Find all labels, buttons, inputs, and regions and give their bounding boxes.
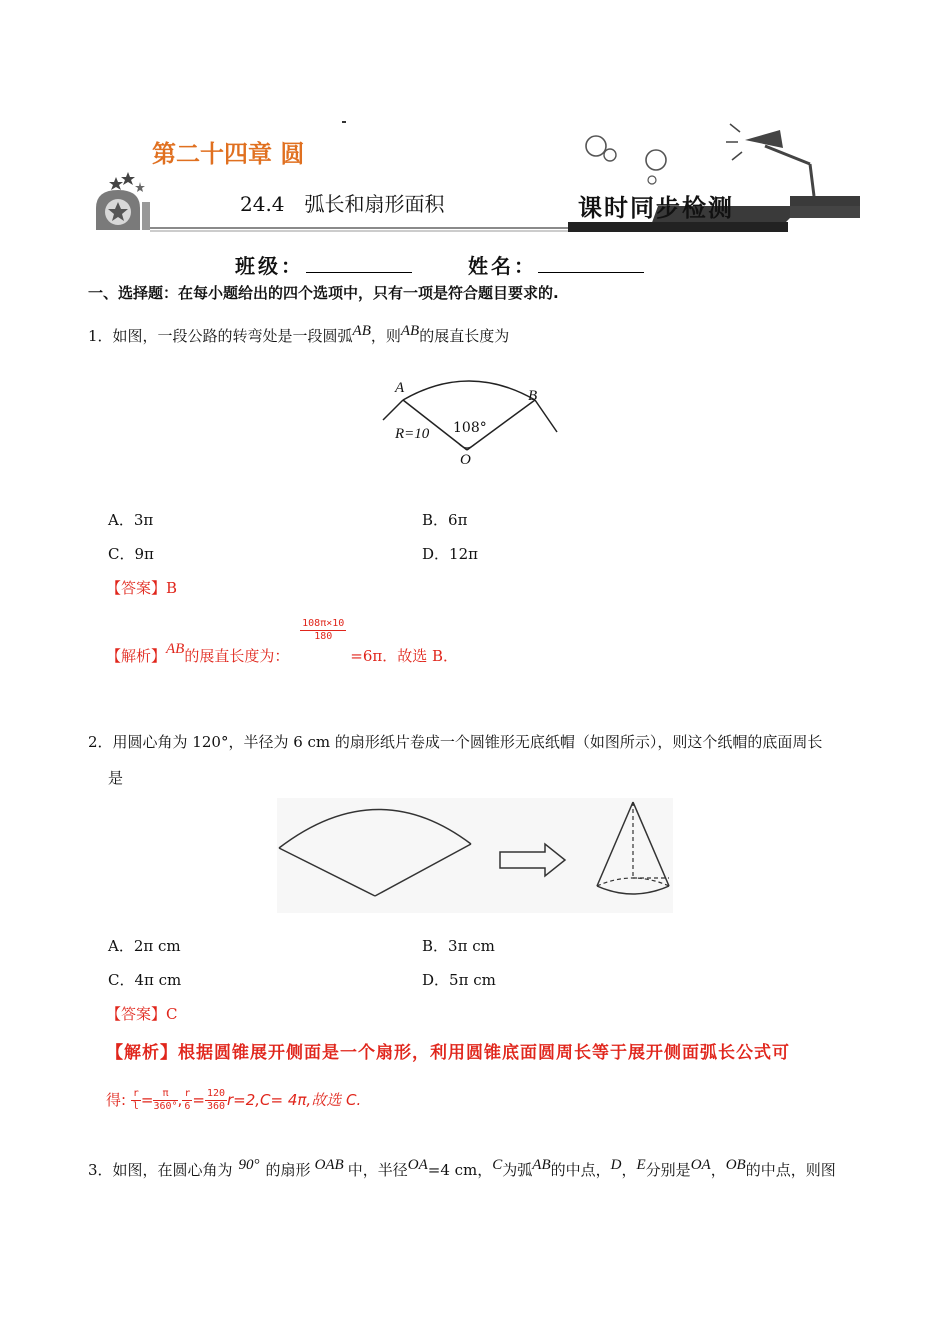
q1-frac-den: 180 <box>314 631 333 642</box>
name-label: 姓名： <box>468 254 537 278</box>
q2-eq-1: = <box>140 1091 154 1109</box>
arrow-right-icon <box>500 844 565 876</box>
q2-option-b[interactable]: B．3π cm <box>422 937 495 955</box>
q2-frac-4-num: 120 <box>206 1088 225 1099</box>
q2-analysis-lead: 得: <box>106 1091 127 1109</box>
q1-analysis-label: 【解析】 <box>106 646 167 665</box>
q1-fig-angle: 108° <box>453 420 487 436</box>
question-2-stem-line1: 2．用圆心角为 120°，半径为 6 cm 的扇形纸片卷成一个圆锥形无底纸帽（如图所示），则这个纸帽的底面周长 <box>88 733 823 751</box>
section-heading: 一、选择题：在每小题给出的四个选项中，只有一项是符合题目要求的. <box>88 284 559 302</box>
question-2-stem-line2: 是 <box>108 769 124 787</box>
star-icon <box>121 172 135 185</box>
q3-p4: =4 cm， <box>427 1161 493 1179</box>
q2-option-a[interactable]: A．2π cm <box>108 937 181 955</box>
q3-p10: 的中点，则图 <box>745 1161 836 1179</box>
q2-frac-3 <box>182 1088 192 1113</box>
lamp-icon <box>726 124 814 196</box>
q3-oa: OA <box>690 1157 711 1173</box>
star-icon <box>109 177 123 190</box>
q1-stem-a: 1．如图，一段公路的转弯处是一段圆弧 <box>88 327 353 345</box>
q2-analysis-line1: 【解析】根据圆锥展开侧面是一个扇形，利用圆锥底面圆周长等于展开侧面弧长公式可 <box>106 1043 790 1063</box>
q1-analysis-mid: 的展直长度为： <box>184 646 290 665</box>
q3-point-e: E <box>636 1157 646 1173</box>
q1-stem-c: 的展直长度为 <box>419 327 510 345</box>
q3-p5: 为弧 <box>502 1161 533 1179</box>
q1-option-d[interactable]: D．12π <box>422 545 478 563</box>
q1-frac-num: 108π×10 <box>302 618 345 629</box>
banner-graphic <box>90 110 870 240</box>
q1-analysis-arc: AB <box>166 640 185 657</box>
q2-frac-4 <box>205 1088 227 1113</box>
chapter-title: 第二十四章 圆 <box>152 140 305 168</box>
q3-radius: OA <box>407 1157 428 1173</box>
q2-frac-2-num: π <box>153 1088 177 1101</box>
q3-sector: OAB <box>314 1157 344 1173</box>
q1-option-a[interactable]: A．3π <box>108 511 154 529</box>
q1-fig-label-o: O <box>460 452 471 468</box>
q3-p3: 中，半径 <box>347 1161 408 1179</box>
q3-p8: 分别是 <box>645 1161 691 1179</box>
q1-arc-ab-2: AB <box>400 323 420 339</box>
name-field[interactable] <box>538 250 644 273</box>
q3-p1: 3．如图，在圆心角为 <box>88 1161 233 1179</box>
q2-eq-2: = <box>192 1091 205 1109</box>
q1-fig-radius: R=10 <box>395 426 430 442</box>
q2-frac-2-den: 360° <box>153 1101 178 1112</box>
q1-analysis <box>106 618 458 668</box>
q3-arc: AB <box>532 1157 551 1173</box>
q3-p6: 的中点， <box>550 1161 611 1179</box>
q1-fig-label-a: A <box>395 380 405 396</box>
q2-frac-3-num: r <box>184 1088 191 1099</box>
q1-stem-b: ，则 <box>370 327 401 345</box>
q1-fraction <box>300 618 346 643</box>
question-1-stem <box>88 323 510 347</box>
class-field[interactable] <box>306 250 412 273</box>
star-icon <box>135 182 145 192</box>
q2-frac-3-den: 6 <box>184 1101 191 1112</box>
header-banner <box>90 110 870 240</box>
q2-analysis-line2 <box>106 1088 361 1113</box>
q3-ob: OB <box>725 1157 746 1173</box>
q2-figure <box>277 798 673 913</box>
q1-answer: 【答案】B <box>106 579 178 597</box>
q1-arc-ab: AB <box>352 323 371 339</box>
q3-p7: ， <box>621 1161 637 1179</box>
question-3-stem <box>88 1157 836 1181</box>
q3-point-d: D <box>610 1157 622 1173</box>
q2-frac-1-den: l <box>132 1101 139 1112</box>
q2-frac-2 <box>153 1088 177 1113</box>
q1-option-c[interactable]: C．9π <box>108 545 154 563</box>
q2-sep: , <box>177 1091 183 1109</box>
q1-figure <box>375 370 575 475</box>
class-label: 班级： <box>235 254 304 278</box>
q2-frac-1 <box>131 1088 141 1113</box>
q3-p9: ， <box>710 1161 726 1179</box>
q2-answer: 【答案】C <box>106 1005 178 1023</box>
q2-frac-4-den: 360 <box>206 1101 225 1112</box>
q1-fig-label-b: B <box>528 388 538 404</box>
q3-angle: 90° <box>238 1157 260 1173</box>
brand-title: 课时同步检测 <box>578 193 734 222</box>
q3-p2: 的扇形 <box>265 1161 311 1179</box>
q3-point-c: C <box>492 1157 503 1173</box>
q2-frac-1-num: r <box>132 1088 139 1099</box>
q2-option-c[interactable]: C．4π cm <box>108 971 182 989</box>
section-title: 24.4 弧长和扇形面积 <box>240 192 445 216</box>
q1-analysis-end: =6π．故选 B． <box>350 646 459 665</box>
q1-option-b[interactable]: B．6π <box>422 511 468 529</box>
q2-option-d[interactable]: D．5π cm <box>422 971 496 989</box>
q2-analysis-result: r=2,C= 4π,故选 C. <box>227 1091 362 1109</box>
